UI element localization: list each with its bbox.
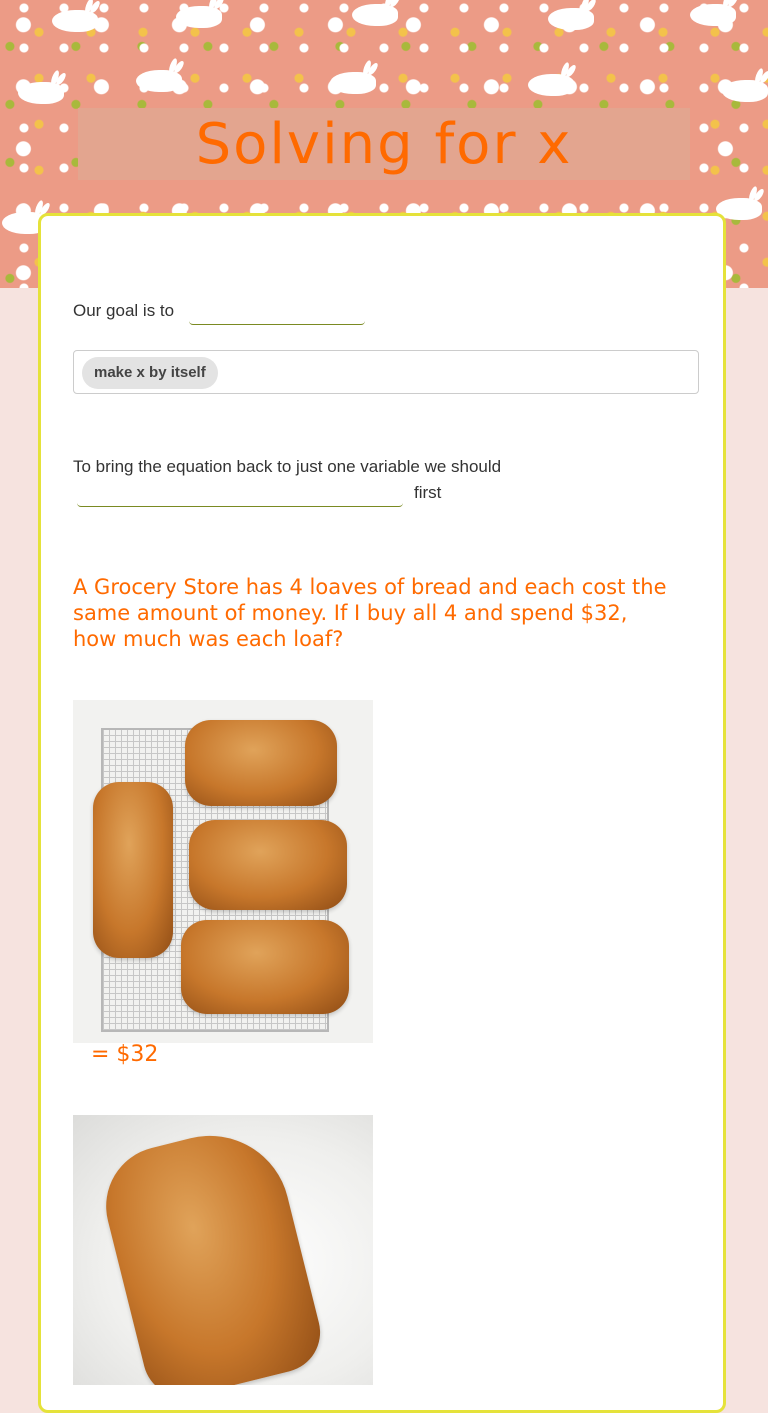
question-1-blank[interactable] <box>189 302 365 325</box>
word-chip[interactable]: make x by itself <box>82 357 218 389</box>
question-2-blank[interactable] <box>77 484 403 507</box>
question-2-suffix: first <box>414 483 442 502</box>
four-loaves-image <box>73 700 373 1043</box>
bunny-decoration <box>18 82 64 104</box>
bunny-decoration <box>722 80 768 102</box>
bread-loaf <box>93 782 173 958</box>
bread-loaf <box>185 720 337 806</box>
page-title: Solving for x <box>195 111 573 177</box>
bunny-decoration <box>352 4 398 26</box>
bunny-decoration <box>330 72 376 94</box>
single-loaf-image <box>73 1115 373 1385</box>
bunny-decoration <box>52 10 98 32</box>
title-banner <box>78 108 690 180</box>
word-bank <box>73 350 699 394</box>
bread-loaf <box>181 920 349 1014</box>
bunny-decoration <box>136 70 182 92</box>
worksheet-card <box>38 213 726 1413</box>
word-problem: A Grocery Store has 4 loaves of bread and each cost the same amount of money. If I buy all 4 and spend $32, how much was each loaf? <box>73 575 667 651</box>
question-2-prompt: To bring the equation back to just one variable we should <box>73 457 502 476</box>
bread-loaf <box>189 820 347 910</box>
question-1-prompt: Our goal is to <box>73 301 175 320</box>
bunny-decoration <box>176 6 222 28</box>
bunny-decoration <box>528 74 574 96</box>
bunny-decoration <box>548 8 594 30</box>
equation-label: = $32 <box>91 1042 159 1067</box>
bunny-decoration <box>690 4 736 26</box>
